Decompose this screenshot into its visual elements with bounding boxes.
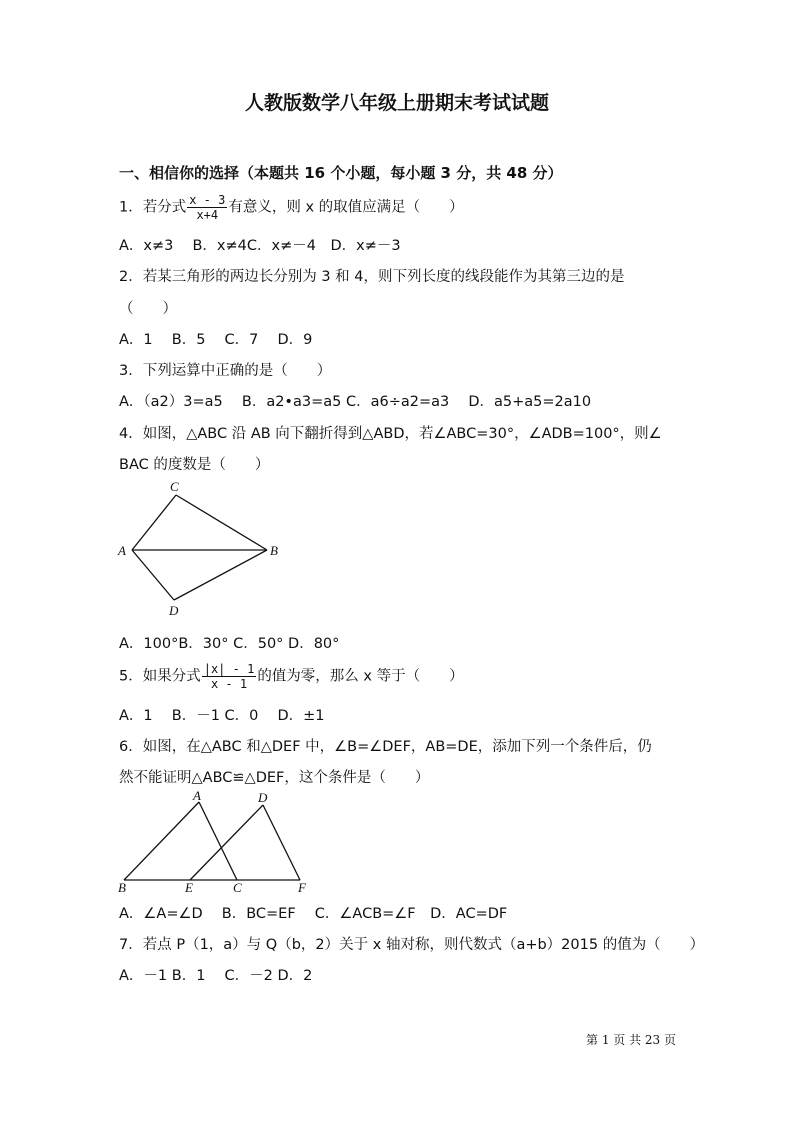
fraction-5-denominator: x - 1 xyxy=(210,677,248,691)
label-b: B xyxy=(270,543,278,558)
fraction-1 xyxy=(187,193,227,222)
question-6-stem-line2: 然不能证明△ABC≌△DEF，这个条件是（ ） xyxy=(119,770,430,786)
question-6-stem-line1: 6．如图，在△ABC 和△DEF 中，∠B=∠DEF，AB=DE，添加下列一个条件后，仍 xyxy=(119,739,652,755)
fraction-1-numerator: x - 3 xyxy=(189,193,226,207)
question-5-suffix: 的值为零，那么 x 等于（ ） xyxy=(257,668,464,685)
label-e: E xyxy=(185,880,193,895)
label-a: A xyxy=(193,788,201,803)
question-6-options: A．∠A=∠D B．BC=EF C．∠ACB=∠F D．AC=DF xyxy=(119,906,508,922)
segment-df xyxy=(263,805,300,880)
question-7-options: A．－1 B．1 C．－2 D．2 xyxy=(119,968,313,984)
question-3-stem: 3．下列运算中正确的是（ ） xyxy=(119,363,332,379)
label-d: D xyxy=(169,603,179,618)
fraction-5-numerator: |x| - 1 xyxy=(203,662,255,676)
segment-db xyxy=(174,550,267,600)
question-4-options: A．100°B．30° C．50° D．80° xyxy=(119,636,340,652)
section-heading: 一、相信你的选择（本题共 16 个小题，每小题 3 分，共 48 分） xyxy=(119,164,563,182)
segment-ac xyxy=(199,802,237,880)
label-d: D xyxy=(258,790,268,805)
question-5-prefix: 5．如果分式 xyxy=(119,668,201,685)
fraction-1-denominator: x+4 xyxy=(196,208,219,222)
question-5-stem xyxy=(119,662,464,691)
label-f: F xyxy=(298,880,306,895)
segment-ac xyxy=(132,495,176,550)
question-1-suffix: 有意义，则 x 的取值应满足（ ） xyxy=(228,199,464,216)
label-b: B xyxy=(118,880,126,895)
label-a: A xyxy=(118,543,126,558)
segment-ed xyxy=(190,805,263,880)
label-c: C xyxy=(170,479,179,494)
kite-figure xyxy=(112,478,302,624)
question-5-options: A．1 B．－1 C．0 D．±1 xyxy=(119,708,325,724)
question-4-stem-line2: BAC 的度数是（ ） xyxy=(119,457,270,473)
segment-ba xyxy=(124,802,199,880)
question-1-options: A．x≠3 B．x≠4C．x≠－4 D．x≠－3 xyxy=(119,238,401,254)
segment-ad xyxy=(132,550,174,600)
page-footer: 第 1 页 共 23 页 xyxy=(586,1033,676,1047)
question-2-options: A．1 B．5 C．7 D．9 xyxy=(119,332,313,348)
question-7-stem: 7．若点 P（1，a）与 Q（b，2）关于 x 轴对称，则代数式（a+b）2015 的值为（ ） xyxy=(119,937,705,953)
segment-cb xyxy=(176,495,267,550)
question-1-stem xyxy=(119,193,464,222)
triangles-figure xyxy=(112,788,322,896)
fraction-5 xyxy=(202,662,257,691)
question-4-stem-line1: 4．如图，△ABC 沿 AB 向下翻折得到△ABD，若∠ABC=30°，∠ADB=100°，则∠ xyxy=(119,426,662,442)
question-2-stem-line1: 2．若某三角形的两边长分别为 3 和 4，则下列长度的线段能作为其第三边的是 xyxy=(119,269,625,285)
page-title: 人教版数学八年级上册期末考试试题 xyxy=(244,92,549,114)
label-c: C xyxy=(233,880,242,895)
question-2-stem-line2: （ ） xyxy=(119,301,177,317)
question-1-prefix: 1．若分式 xyxy=(119,199,187,216)
question-3-options: A．（a2）3=a5 B．a2•a3=a5 C．a6÷a2=a3 D．a5+a5=2a10 xyxy=(119,394,592,410)
